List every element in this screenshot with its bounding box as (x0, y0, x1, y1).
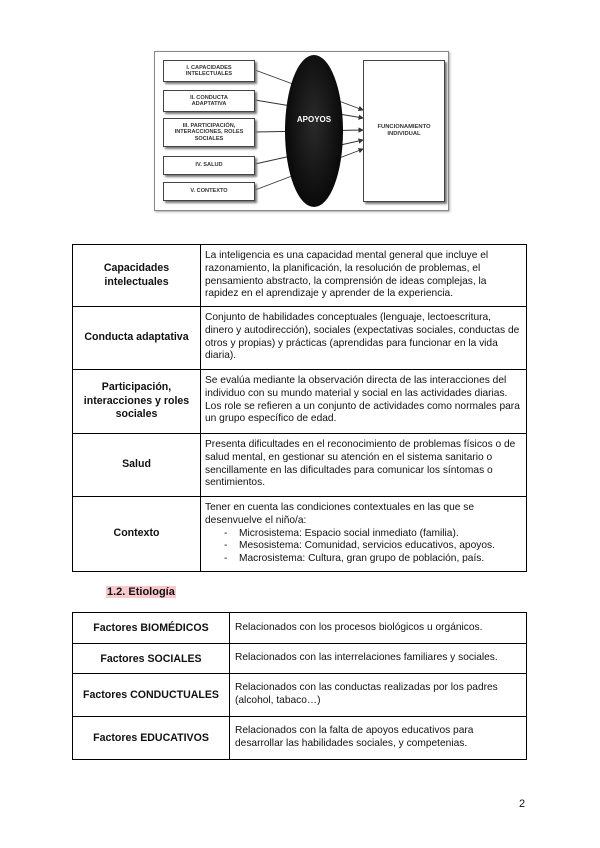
factor-text: Relacionados con los procesos biológicos u orgánicos. (230, 613, 527, 644)
support-model-diagram (154, 51, 449, 211)
factor-label: Factores CONDUCTUALES (73, 674, 230, 717)
table-row (73, 434, 527, 497)
diagram-input-contexto: V. CONTEXTO (163, 182, 255, 201)
dimension-text: Conjunto de habilidades conceptuales (lenguaje, lectoescritura, dinero y autodirección), sociales (expectativas sociales, conductas de otros y propias) y prácticas (aprendidas para funcionar en la vida diaria). (201, 307, 527, 370)
context-intro: Tener en cuenta las condiciones contextuales en las que se desenvuelve el niño/a: (205, 502, 475, 526)
factor-label: Factores BIOMÉDICOS (73, 613, 230, 644)
dimension-text: Se evalúa mediante la observación directa de las interacciones del individuo con su mundo material y social en las actividades diarias. Los role se refieren a un conjunto de actividades como normales para un grupo específico de edad. (201, 370, 527, 434)
dimension-label: Salud (73, 434, 201, 497)
dimension-label: Capacidades intelectuales (73, 245, 201, 307)
diagram-input-conducta: II. CONDUCTA ADAPTATIVA (163, 90, 255, 112)
table-row (73, 307, 527, 370)
table-row (73, 613, 527, 644)
dimension-text (201, 497, 527, 572)
factor-label: Factores EDUCATIVOS (73, 717, 230, 760)
page-number: 2 (519, 798, 526, 810)
supports-label: APOYOS (296, 115, 332, 124)
section-heading-etiologia: 1.2. Etiología (107, 586, 175, 598)
diagram-input-capacidades: I. CAPACIDADES INTELECTUALES (163, 60, 255, 82)
table-row (73, 674, 527, 717)
factor-text: Relacionados con las conductas realizadas por los padres (alcohol, tabaco…) (230, 674, 527, 717)
factor-text: Relacionados con las interrelaciones familiares y sociales. (230, 644, 527, 674)
context-list (205, 528, 520, 566)
dimension-label: Contexto (73, 497, 201, 572)
diagram-output-funcionamiento: FUNCIONAMIENTO INDIVIDUAL (363, 60, 445, 202)
list-item: - Mesosistema: Comunidad, servicios educativos, apoyos. (229, 540, 520, 553)
list-item: - Macrosistema: Cultura, gran grupo de población, país. (229, 553, 520, 566)
diagram-input-participacion: III. PARTICIPACIÓN, INTERACCIONES, ROLES SOCIALES (163, 118, 255, 147)
table-row (73, 245, 527, 307)
list-item: - Microsistema: Espacio social inmediato (familia). (229, 528, 520, 541)
dimension-label: Participación, interacciones y roles sociales (73, 370, 201, 434)
table-row (73, 717, 527, 760)
diagram-input-salud: IV. SALUD (163, 156, 255, 175)
dimension-text: La inteligencia es una capacidad mental general que incluye el razonamiento, la planificación, la resolución de problemas, el pensamiento abstracto, la comprensión de ideas complejas, la rapidez en el aprendizaje y aprender de la experiencia. (201, 245, 527, 307)
factor-text: Relacionados con la falta de apoyos educativos para desarrollar las habilidades sociales, y competenias. (230, 717, 527, 760)
factors-table (72, 612, 527, 760)
supports-ellipse (285, 55, 343, 207)
table-row (73, 497, 527, 572)
table-row (73, 644, 527, 674)
dimensions-table (72, 244, 527, 572)
factor-label: Factores SOCIALES (73, 644, 230, 674)
dimension-text: Presenta dificultades en el reconocimiento de problemas físicos o de salud mental, en gestionar su atención en el sistema sanitario o sencillamente en las dificultades para comunicar los síntomas o sentimientos. (201, 434, 527, 497)
table-row (73, 370, 527, 434)
dimension-label: Conducta adaptativa (73, 307, 201, 370)
